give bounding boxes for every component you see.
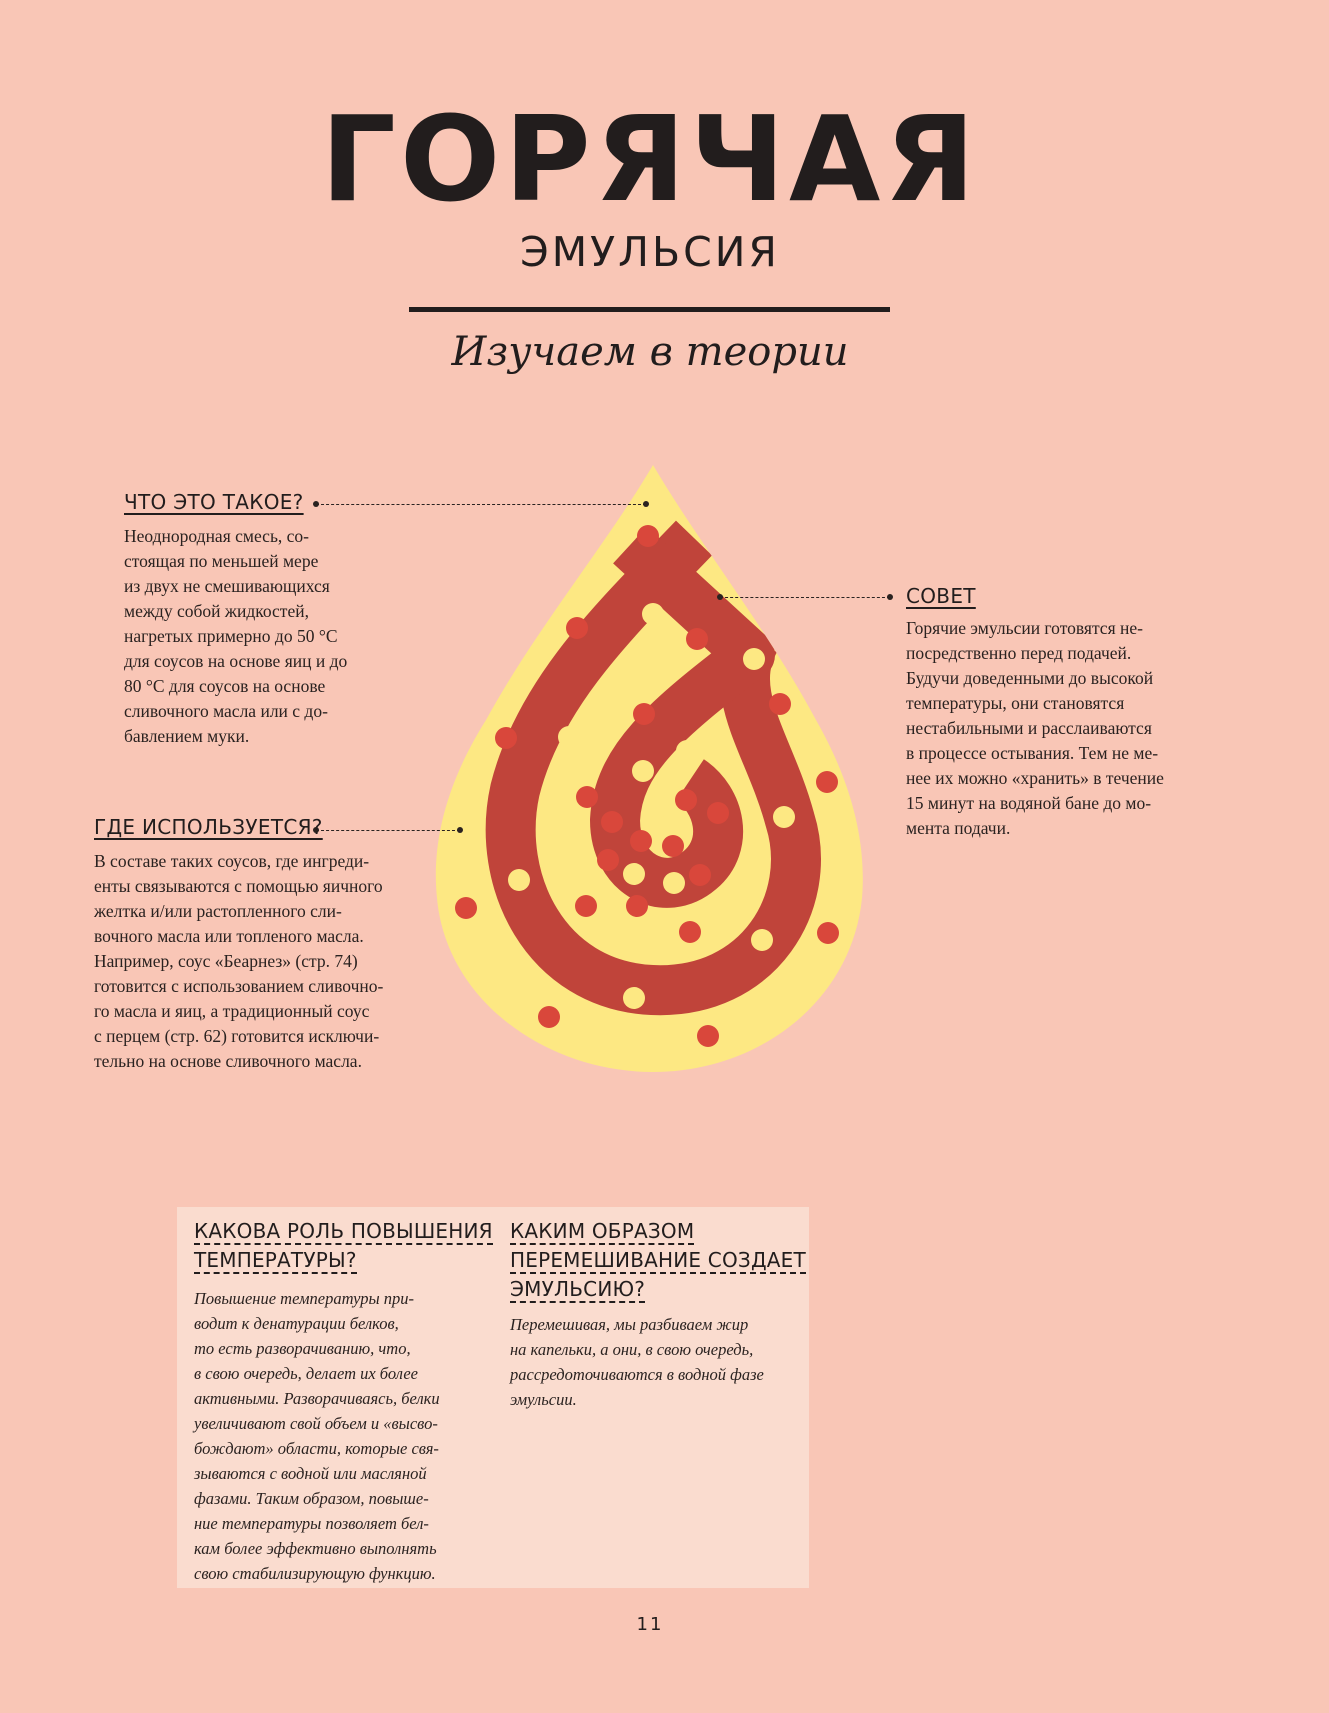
- dot-red: [633, 703, 655, 725]
- dot-red: [816, 771, 838, 793]
- dot-red: [662, 835, 684, 857]
- dot-red: [817, 922, 839, 944]
- dot-red: [566, 617, 588, 639]
- what-body: [124, 524, 347, 749]
- text-line: свою стабилизирующую функцию.: [194, 1564, 436, 1583]
- dot-red: [689, 864, 711, 886]
- text-line: вочного масла или топленого масла.: [94, 926, 364, 946]
- tip-leader-line: [720, 597, 890, 598]
- question-1-answer: [194, 1286, 440, 1586]
- heading-line: ТЕМПЕРАТУРЫ?: [194, 1248, 357, 1272]
- dot-yellow: [632, 760, 654, 782]
- heading-line: КАКИМ ОБРАЗОМ: [510, 1219, 695, 1243]
- question-2-heading: [510, 1219, 806, 1306]
- dot-red: [455, 897, 477, 919]
- text-line: бавлением муки.: [124, 726, 250, 746]
- dot-red: [601, 811, 623, 833]
- dot-red: [630, 830, 652, 852]
- dot-red: [597, 849, 619, 871]
- dot-red: [576, 786, 598, 808]
- text-line: 80 °С для соусов на основе: [124, 676, 326, 696]
- what-leader-dot: [643, 501, 649, 507]
- dot-yellow: [647, 796, 669, 818]
- text-line: нее их можно «хранить» в течение: [906, 768, 1164, 788]
- page-number: 11: [636, 1614, 664, 1635]
- dot-yellow: [751, 929, 773, 951]
- what-leader-line: [316, 504, 646, 505]
- tip-leader-dot: [887, 594, 893, 600]
- dot-red: [697, 1025, 719, 1047]
- where-leader-line: [316, 830, 460, 831]
- dot-yellow: [642, 603, 664, 625]
- dot-red: [686, 628, 708, 650]
- dot-red: [637, 525, 659, 547]
- text-line: бождают» области, которые свя-: [194, 1439, 439, 1458]
- text-line: Неоднородная смесь, со-: [124, 526, 310, 546]
- dot-yellow: [508, 869, 530, 891]
- text-line: увеличивают свой объем и «высво-: [194, 1414, 438, 1433]
- text-line: температуры, они становятся: [906, 693, 1125, 713]
- text-line: зываются с водной или масляной: [194, 1464, 427, 1483]
- dot-yellow: [623, 987, 645, 1009]
- text-line: го масла и яиц, а традиционный соус: [94, 1001, 370, 1021]
- dot-red: [707, 802, 729, 824]
- dot-yellow: [663, 872, 685, 894]
- page-subtitle: ЭМУЛЬСИЯ: [520, 228, 780, 276]
- emulsion-drop-illustration: [420, 460, 880, 1080]
- page-title: ГОРЯЧАЯ: [320, 90, 980, 228]
- tip-body: [906, 616, 1164, 841]
- text-line: стоящая по меньшей мере: [124, 551, 319, 571]
- heading-line: КАКОВА РОЛЬ ПОВЫШЕНИЯ: [194, 1219, 493, 1243]
- dot-red: [495, 727, 517, 749]
- dot-yellow: [743, 648, 765, 670]
- text-line: кам более эффективно выполнять: [194, 1539, 437, 1558]
- text-line: сливочного масла или с до-: [124, 701, 328, 721]
- title-divider: [409, 307, 890, 312]
- text-line: ние температуры позволяет бел-: [194, 1514, 429, 1533]
- where-heading: ГДЕ ИСПОЛЬЗУЕТСЯ?: [94, 815, 323, 839]
- heading-line: ПЕРЕМЕШИВАНИЕ СОЗДАЕТ: [510, 1248, 806, 1272]
- text-line: эмульсии.: [510, 1390, 577, 1409]
- text-line: енты связываются с помощью яичного: [94, 876, 383, 896]
- text-line: нагретых примерно до 50 °С: [124, 626, 338, 646]
- tip-heading: СОВЕТ: [906, 584, 976, 608]
- heading-line: ЭМУЛЬСИЮ?: [510, 1277, 646, 1301]
- text-line: рассредоточиваются в водной фазе: [510, 1365, 764, 1384]
- text-line: водит к денатурации белков,: [194, 1314, 399, 1333]
- dot-red: [769, 693, 791, 715]
- text-line: Перемешивая, мы разбиваем жир: [510, 1315, 749, 1334]
- where-body: [94, 849, 383, 1074]
- text-line: мента подачи.: [906, 818, 1011, 838]
- text-line: Горячие эмульсии готовятся не-: [906, 618, 1143, 638]
- text-line: с перцем (стр. 62) готовится исключи-: [94, 1026, 380, 1046]
- text-line: готовится с использованием сливочно-: [94, 976, 384, 996]
- tagline: Изучаем в теории: [451, 329, 849, 375]
- text-line: из двух не смешивающихся: [124, 576, 330, 596]
- text-line: Например, соус «Беарнез» (стр. 74): [94, 951, 358, 971]
- text-line: для соусов на основе яиц и до: [124, 651, 348, 671]
- where-leader-dot: [457, 827, 463, 833]
- text-line: 15 минут на водяной бане до мо-: [906, 793, 1152, 813]
- text-line: желтка и/или растопленного сли-: [94, 901, 342, 921]
- text-line: нестабильными и расслаиваются: [906, 718, 1152, 738]
- dot-yellow: [558, 726, 580, 748]
- what-heading: ЧТО ЭТО ТАКОЕ?: [124, 490, 304, 514]
- tip-leader-dot: [717, 594, 723, 600]
- text-line: тельно на основе сливочного масла.: [94, 1051, 362, 1071]
- text-line: в свою очередь, делает их более: [194, 1364, 418, 1383]
- dot-red: [675, 789, 697, 811]
- dot-yellow: [773, 806, 795, 828]
- text-line: активными. Разворачиваясь, белки: [194, 1389, 440, 1408]
- dot-red: [538, 1006, 560, 1028]
- what-leader-dot: [313, 501, 319, 507]
- dot-red: [679, 921, 701, 943]
- text-line: Повышение температуры при-: [194, 1289, 415, 1308]
- text-line: на капельки, а они, в свою очередь,: [510, 1340, 754, 1359]
- dot-red: [575, 895, 597, 917]
- text-line: фазами. Таким образом, повыше-: [194, 1489, 429, 1508]
- text-line: В составе таких соусов, где ингреди-: [94, 851, 370, 871]
- question-2-answer: [510, 1312, 764, 1412]
- text-line: то есть разворачиванию, что,: [194, 1339, 411, 1358]
- dot-yellow: [623, 863, 645, 885]
- text-line: в процессе остывания. Тем не ме-: [906, 743, 1159, 763]
- text-line: между собой жидкостей,: [124, 601, 309, 621]
- question-1-heading: [194, 1219, 493, 1277]
- text-line: посредственно перед подачей.: [906, 643, 1132, 663]
- dot-yellow: [676, 740, 698, 762]
- dot-red: [626, 895, 648, 917]
- text-line: Будучи доведенными до высокой: [906, 668, 1154, 688]
